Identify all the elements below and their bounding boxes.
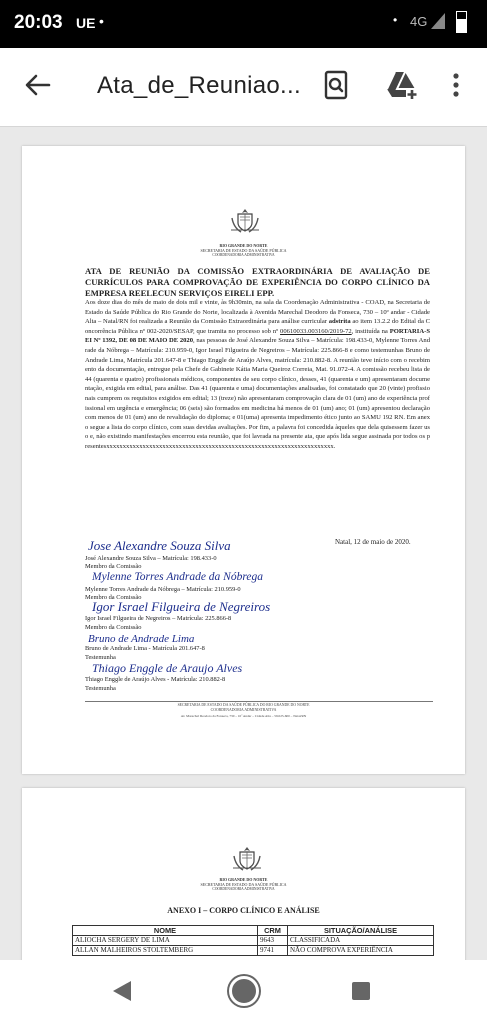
table-cell: ALIOCHA SERGERY DE LIMA [73,936,258,946]
back-arrow-icon[interactable] [22,69,54,101]
nav-recents-icon[interactable] [352,982,370,1000]
clinical-staff-table [72,925,434,956]
state-coat-of-arms-icon [230,208,260,234]
table-cell: 9741 [258,946,288,956]
ordinance-reference: PORTARIA-SEI Nº 1392, DE 08 DE MAIO DE 2020 [85,327,430,345]
notification-dot: • [99,13,104,29]
header-state: RIO GRANDE DO NORTE [219,877,268,882]
footer-coordination: COORDENADORIA ADMINISTRATIVA [210,708,277,712]
body-part: , instituída na [351,327,390,335]
add-to-drive-icon[interactable] [384,68,418,102]
header-secretariat: SECRETARIA DE ESTADO DA SAÚDE PÚBLICA [200,248,287,253]
process-number: 00610033.003160/2019-72 [280,327,352,335]
header-coordination: COORDENADORIA ADMINISTRATIVA [212,253,275,257]
body-part: , nas pessoas de José Alexandre Souza Silva – Matrícula: 198.433-0, Mylenne Torres Andrade da Nóbrega – Matrícula: 210.959-0, Igor Israel Filgueira de Negreiros – Matrícula: 225.866-8 e como testemunhas Bruno de Andrade Lima, Matrícula 201.647-8 e Thiago Enggle de Araújo Alves, matrícula: 210.882-8. A reunião teve início com o recebimento da documentação, entregue pela Chefe de Gabinete Kátia Maria Queiroz Correia, Mat. 91.072-4. A comissão recebeu lista de 44 (quarenta e quatro) profissionais médicos, componentes de seu corpo clínico, desses, 41 (quarenta e um) apresentaram documentação, exigida em edital, para análise. Das 41 (quarenta e uma) documentações analisadas, foi constatado que 20 (vinte) profissionais cumprem os requisitos exigidos em edital; 13 (treze) não apresentaram comprovação clara de 01 (um) ano de experiência profissional em urgência e emergência; 06 (seis) são formados em medicina há menos de 01 (um) ano; 01 (um) apresentou declaração com menos de 01 (um) ano de revalidação do diploma; e 01(uma) apresenta impedimento ético junto ao SAMU 192 RN. Em anexo segue a lista do corpo clínico, com suas devidas avaliações. Por fim, a palavra foi concedida àqueles que dela quisessem fazer uso e, não existindo manifestações encerrou esta reunião, que foi lavrada na presente ata, que após lida segue assinada por todos os presentesxxxxxxxxxxxxxxxxxxxxxxxxxxxxxxxxxxxxxxxxxxxxxxxxxxxxxxxxxxxxxxxxxxxxx. [85,337,430,450]
document-title: Ata_de_Reuniao... [97,72,301,99]
column-header-name: NOME [73,926,258,936]
handwritten-signature: Jose Alexandre Souza Silva [88,538,231,553]
find-in-document-icon[interactable] [320,69,352,101]
battery-icon [456,11,467,33]
signatory-role: Membro da Comissão [85,594,142,601]
table-header-row [73,926,434,936]
footer-address: Av. Marechal Deodoro da Fonseca, 730 – 10º Andar – Cidade Alta – 59.025-600 – Natal/RN [180,714,307,718]
signatory-name: Thiago Enggle de Araújo Alves - Matrícula: 210.882-8 [85,676,226,683]
carrier-label: UE [76,15,96,31]
body-part: ao item 13.2.2 do Edital da Concorrência Pública nº 002-2020/SESAP, que tramita no processo sob nº [85,318,430,335]
signatory-role: Membro da Comissão [85,624,142,631]
body-part: Aos doze dias do mês de maio de dois mil e vinte, às 9h30min, na sala da Coordenação Administrativa - COAD, na Secretaria de Estado da Saúde Pública do Rio Grande do Norte, localizada à Avenida Marechal Deodoro da Fonseca, 730 – 10º andar - Cidade Alta – Natal/RN foi realizada a Reunião da Comissão Extraordinária para análise curricular [85,299,430,326]
table-cell: CLASSIFICADA [288,936,434,946]
nav-home-icon[interactable] [229,976,259,1006]
signatory-role: Testemunha [85,685,116,692]
network-type: 4G [410,14,428,29]
document-page-1 [22,146,465,774]
column-header-status: SITUAÇÃO/ANÁLISE [288,926,434,936]
signatory-name: José Alexandre Souza Silva – Matrícula: 198.433-0 [85,555,217,562]
table-cell: 9643 [258,936,288,946]
column-header-crm: CRM [258,926,288,936]
document-page-2 [22,788,465,988]
status-dot: • [393,13,398,27]
handwritten-signature: Thiago Enggle de Araujo Alves [92,661,243,675]
signal-icon [431,13,445,29]
handwritten-signature: Bruno de Andrade Lima [88,633,195,645]
minutes-body [85,298,430,452]
app-bar [0,48,487,127]
footer-secretariat: SECRETARIA DE ESTADO DA SAÚDE PÚBLICA DO RIO GRANDE DO NORTE [177,703,310,707]
body-bold: adstrita [328,318,351,326]
date-line: Natal, 12 de maio de 2020. [335,538,411,546]
header-coordination: COORDENADORIA ADMINISTRATIVA [212,887,275,891]
table-cell: ALLAN MALHEIROS STOLTEMBERG [73,946,258,956]
minutes-title: ATA DE REUNIÃO DA COMISSÃO EXTRAORDINÁRIA DE AVALIAÇÃO DE CURRÍCULOS PARA COMPROVAÇÃO DE EXPERIÊNCIA DO CORPO CLÍNICO DA EMPRESA REELECUN SERVIÇOS EIRELI EPP. [85,266,430,298]
handwritten-signature: Igor Israel Filgueira de Negreiros [92,599,271,614]
signatory-name: Bruno de Andrade Lima - Matrícula 201.647-8 [85,645,205,652]
nav-back-icon[interactable] [113,981,131,1001]
signatory-role: Membro da Comissão [85,563,142,570]
clock: 20:03 [14,12,63,33]
more-options-icon[interactable] [446,68,466,102]
header-secretariat: SECRETARIA DE ESTADO DA SAÚDE PÚBLICA [200,882,287,887]
signatory-name: Mylenne Torres Andrade da Nóbrega – Matrícula: 210.959-0 [85,586,241,593]
annex-title: ANEXO I – CORPO CLÍNICO E ANÁLISE [167,906,320,915]
signatory-name: Igor Israel Filgueira de Negreiros – Matrícula: 225.866-8 [85,615,232,622]
footer-divider [85,701,433,702]
header-state: RIO GRANDE DO NORTE [219,243,268,248]
signatory-role: Testemunha [85,654,116,661]
table-row [73,936,434,946]
table-cell: NÃO COMPROVA EXPERIÊNCIA [288,946,434,956]
table-row [73,946,434,956]
status-bar [0,0,487,48]
state-coat-of-arms-icon [232,846,262,872]
handwritten-signature: Mylenne Torres Andrade da Nóbrega [92,571,264,583]
